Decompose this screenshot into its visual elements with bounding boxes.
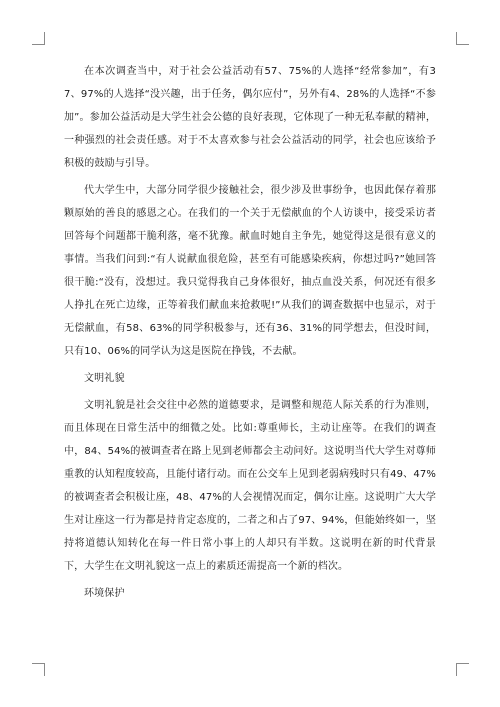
paragraph-manners: 文明礼貌是社会交往中必然的道德要求，是调整和规范人际关系的行为准则，而且体现在日常生活中的细微之处。比如:尊重师长，主动让座等。在我们的调查中，84、54%的被调查者在路上见到老师都会主动问好。这说明当代大学生对尊师重教的认知程度较高，且能付诸行动。而在公交车上见到老弱病残时只有49、47%的被调查者会积极让座，48、47%的人会视情况而定，偶尔让座。这说明广大大学生对让座这一行为都是持肯定态度的，二者之和占了97、94%，但能始终如一，坚持将道德认知转化在每一件日常小事上的人却只有半数。这说明在新的时代背景下，大学生在文明礼貌这一点上的素质还需提高一个新的档次。 [64,400,436,572]
crop-mark-bottom-right [456,663,469,676]
paragraph-public-welfare: 在本次调查当中，对于社会公益活动有57、75%的人选择“经常参加”，有37、97%的人选择“没兴趣，出于任务，偶尔应付”，另外有4、28%的人选择“不参加”。参加公益活动是大学生社会公德的良好表现，它体现了一种无私奉献的精神，一种强烈的社会责任感。对于不太喜欢参与社会公益活动的同学，社会也应该给予积极的鼓励与引导。 [64,66,436,169]
section-heading-manners: 文明礼貌 [84,373,125,384]
crop-mark-top-left [32,32,45,45]
crop-mark-bottom-left [32,663,45,676]
paragraph-blood-donation: 代大学生中，大部分同学很少接触社会，很少涉及世事纷争，也因此保存着那颗原始的善良的感恩之心。在我们的一个关于无偿献血的个人访谈中，接受采访者回答每个问题都干脆利落，毫不犹豫。献血时她自主争先，她觉得这是很有意义的事情。当我们问到:“有人说献血很危险，甚至有可能感染疾病，你想过吗?”她回答很干脆:“没有，没想过。我只觉得我自己身体很好，抽点血没关系，何况还有很多人挣扎在死亡边缘，正等着我们献血来抢救呢!”从我们的调查数据中也显示，对于无偿献血，有58、63%的同学积极参与，还有36、31%的同学想去，但没时间，只有10、06%的同学认为这是医院在挣钱，不去献。 [64,185,436,357]
document-body [64,60,436,609]
crop-mark-top-right [456,32,469,45]
section-heading-environment: 环境保护 [84,588,125,599]
